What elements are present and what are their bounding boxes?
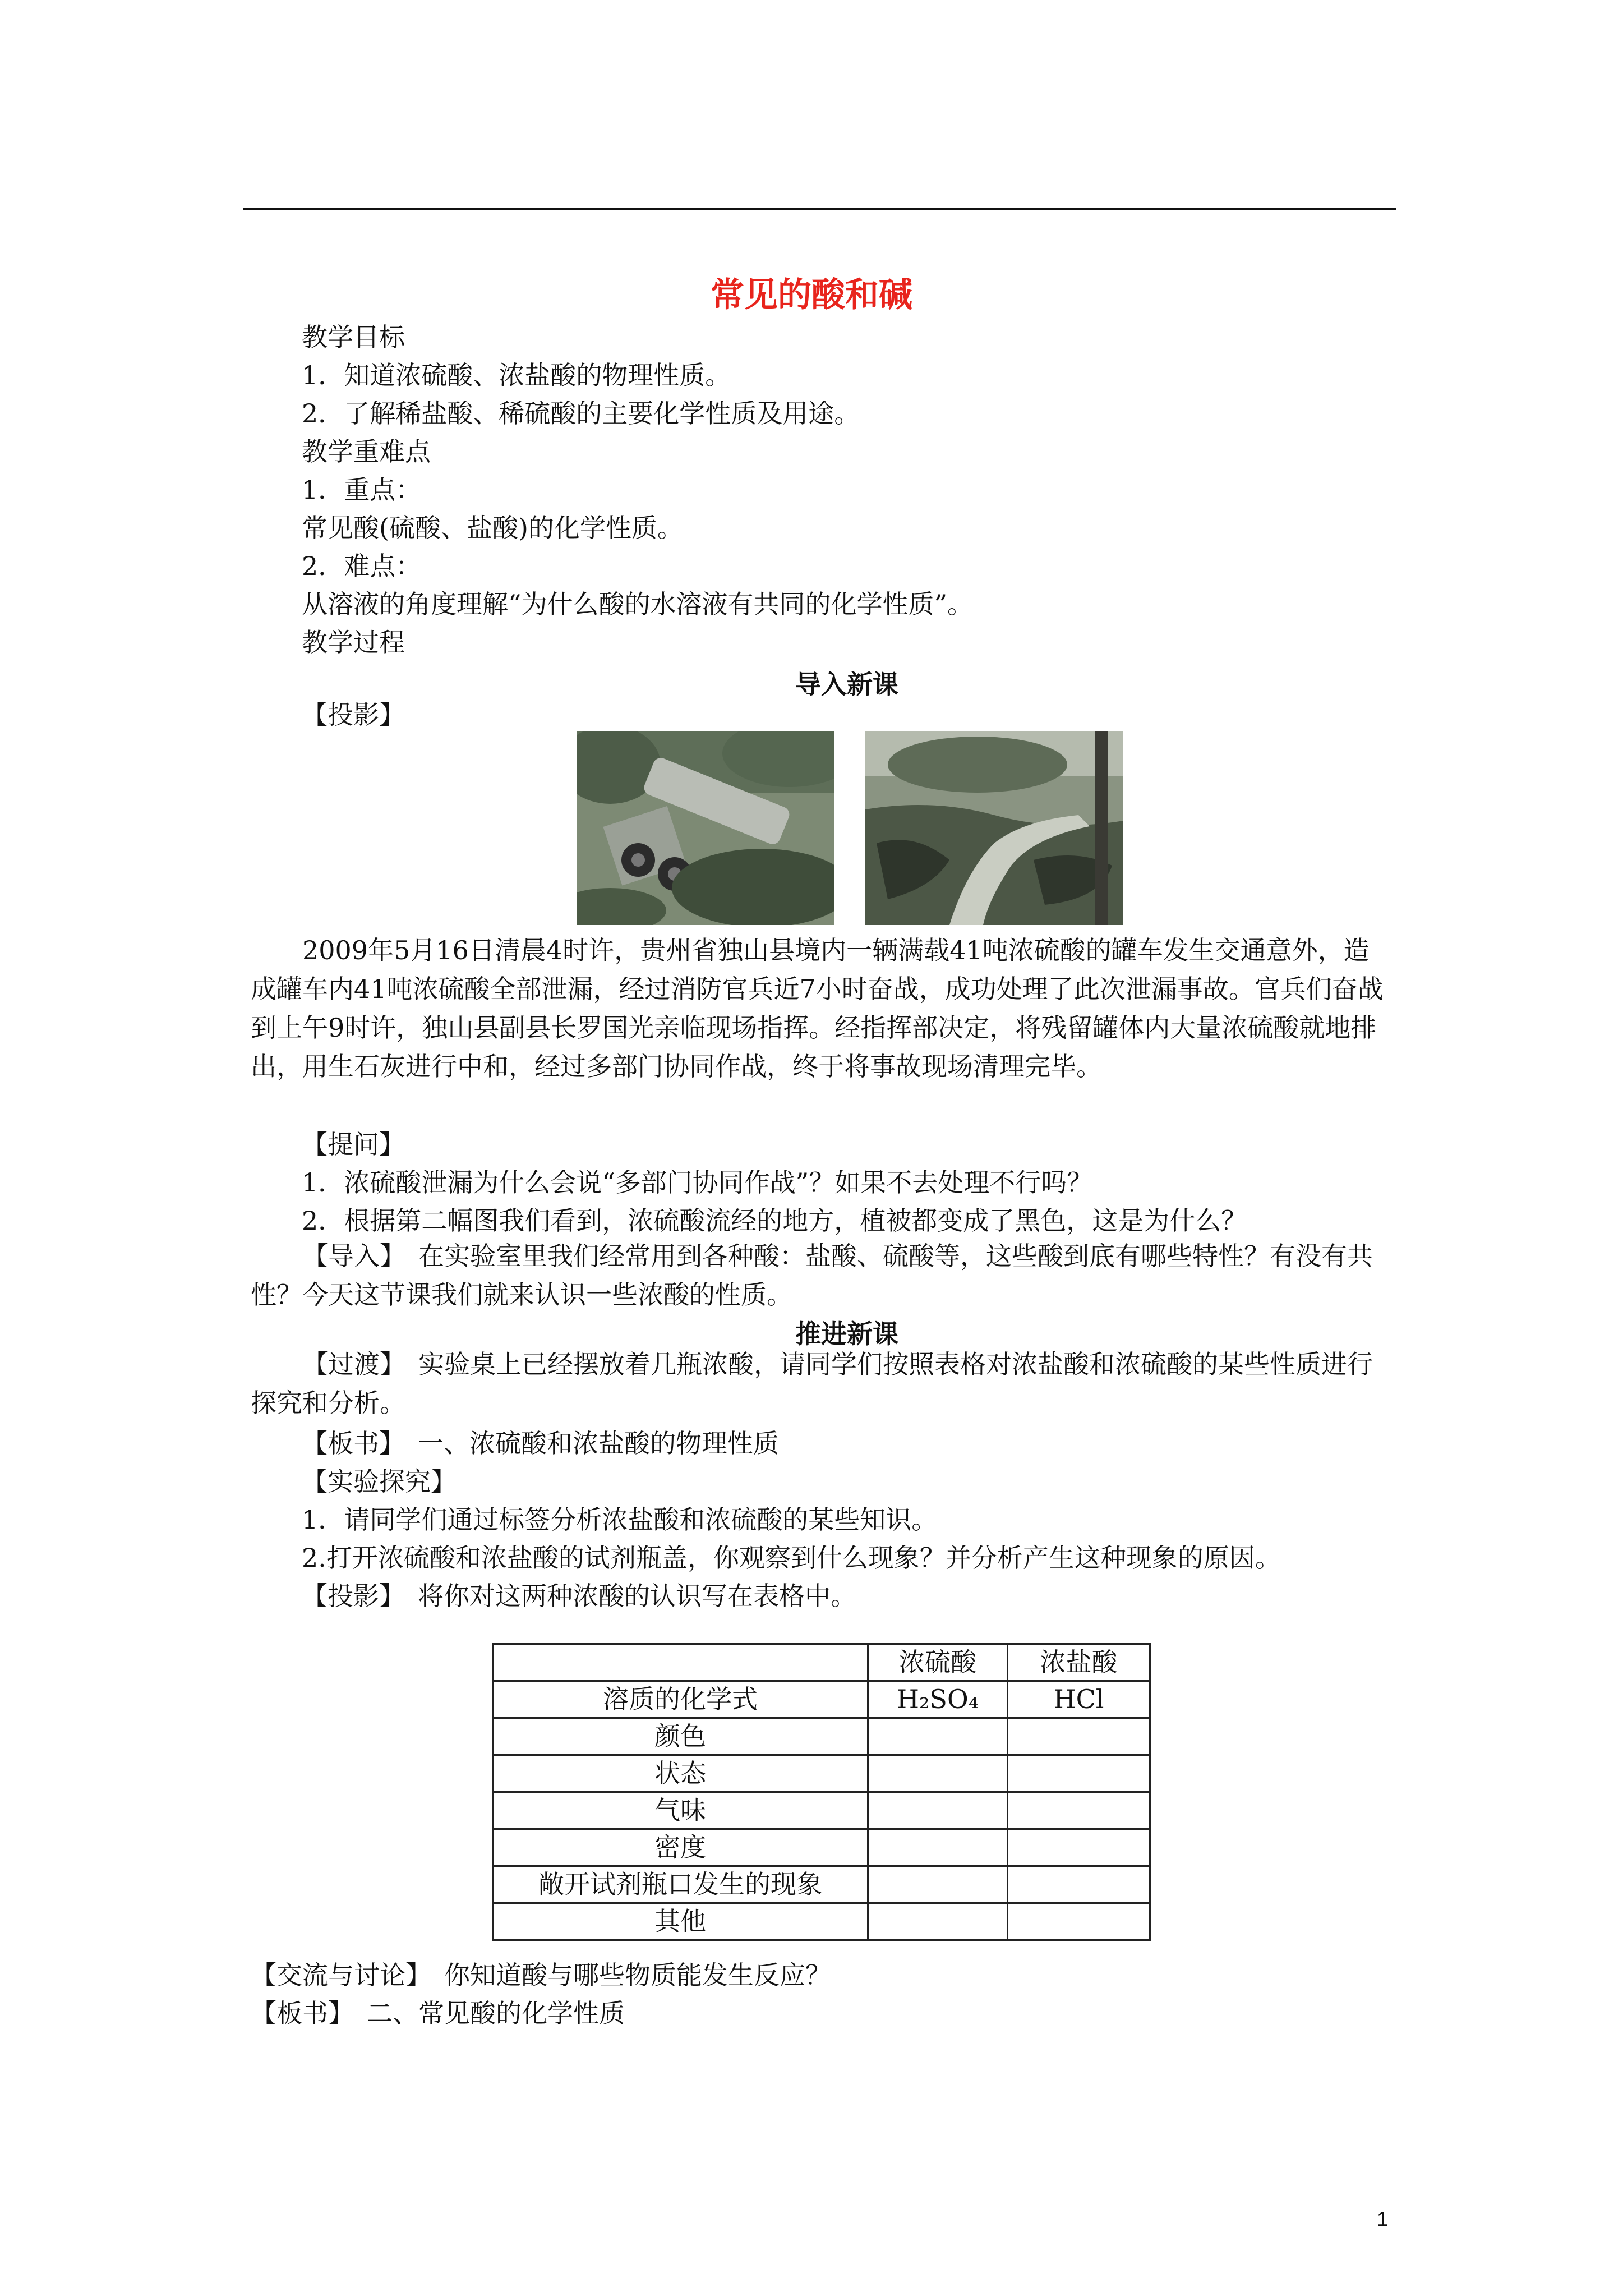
table-row	[493, 1829, 1150, 1866]
row-label: 密度	[493, 1829, 868, 1866]
process-heading: 教学过程	[302, 627, 405, 657]
table-cell	[868, 1829, 1008, 1866]
projection-line-2: 【投影】 将你对这两种浓酸的认识写在表格中。	[302, 1581, 856, 1611]
goals-heading: 教学目标	[302, 322, 405, 352]
key-text: 常见酸(硫酸、盐酸)的化学性质。	[302, 513, 683, 543]
header-rule	[243, 208, 1396, 210]
table-cell	[1008, 1829, 1150, 1866]
question-item: 1．浓硫酸泄漏为什么会说“多部门协同作战”？如果不去处理不行吗？	[302, 1167, 1093, 1198]
page-title: 常见的酸和碱	[711, 275, 912, 315]
goal-item: 2．了解稀盐酸、稀硫酸的主要化学性质及用途。	[302, 398, 860, 429]
table-cell	[1008, 1718, 1150, 1755]
row-label: 溶质的化学式	[493, 1681, 868, 1718]
table-row	[493, 1681, 1150, 1718]
table-cell	[868, 1866, 1008, 1903]
board-line-1: 【板书】 一、浓硫酸和浓盐酸的物理性质	[302, 1428, 779, 1458]
board-line-2: 【板书】 二、常见酸的化学性质	[251, 1998, 625, 2028]
table-cell	[1008, 1792, 1150, 1829]
table-header-cell	[493, 1644, 868, 1681]
difficulty-heading: 教学重难点	[302, 436, 431, 467]
table-cell	[868, 1718, 1008, 1755]
goal-item: 1．知道浓硫酸、浓盐酸的物理性质。	[302, 360, 731, 390]
table-cell	[868, 1792, 1008, 1829]
projection-label: 【投影】	[302, 700, 405, 730]
hard-text: 从溶液的角度理解“为什么酸的水溶液有共同的化学性质”。	[302, 589, 974, 619]
row-label: 其他	[493, 1903, 868, 1940]
table-row	[493, 1755, 1150, 1792]
section-heading-intro: 导入新课	[795, 669, 898, 700]
question-label: 【提问】	[302, 1129, 405, 1159]
row-label: 敞开试剂瓶口发生的现象	[493, 1866, 868, 1903]
table-cell: HCl	[1008, 1681, 1150, 1718]
table-cell	[868, 1755, 1008, 1792]
key-label: 1．重点：	[302, 475, 422, 505]
transition-paragraph: 【过渡】 实验桌上已经摆放着几瓶浓酸，请同学们按照表格对浓盐酸和浓硫酸的某些性质进行探究和分析。	[251, 1349, 1373, 1418]
question-item: 2．根据第二幅图我们看到，浓硫酸流经的地方，植被都变成了黑色，这是为什么？	[302, 1205, 1247, 1236]
table-row	[493, 1903, 1150, 1940]
experiment-label: 【实验探究】	[302, 1466, 457, 1497]
experiment-item: 2.打开浓硫酸和浓盐酸的试剂瓶盖，你观察到什么现象？并分析产生这种现象的原因。	[302, 1543, 1281, 1573]
experiment-item: 1．请同学们通过标签分析浓盐酸和浓硫酸的某些知识。	[302, 1504, 938, 1535]
table-cell	[1008, 1903, 1150, 1940]
discussion-line: 【交流与讨论】 你知道酸与哪些物质能发生反应？	[251, 1960, 831, 1990]
table-row	[493, 1866, 1150, 1903]
hard-label: 2．难点：	[302, 551, 422, 581]
intro-paragraph: 【导入】 在实验室里我们经常用到各种酸：盐酸、硫酸等，这些酸到底有哪些特性？有没有共性？今天这节课我们就来认识一些浓酸的性质。	[251, 1241, 1373, 1310]
table-header-cell: 浓盐酸	[1008, 1644, 1150, 1681]
tanker-accident-photo	[577, 731, 834, 925]
row-label: 气味	[493, 1792, 868, 1829]
table-row	[493, 1792, 1150, 1829]
table-cell	[868, 1903, 1008, 1940]
row-label: 状态	[493, 1755, 868, 1792]
story-paragraph: 2009年5月16日清晨4时许，贵州省独山县境内一辆满载41吨浓硫酸的罐车发生交通意外，造成罐车内41吨浓硫酸全部泄漏，经过消防官兵近7小时奋战，成功处理了此次泄漏事故。官兵们奋战到上午9时许，独山县副县长罗国光亲临现场指挥。经指挥部决定，将残留罐体内大量浓硫酸就地排出，用生石灰进行中和，经过多部门协同作战，终于将事故现场清理完毕。	[251, 935, 1384, 1082]
table-header-cell: 浓硫酸	[868, 1644, 1008, 1681]
table-header-row	[493, 1644, 1150, 1681]
row-label: 颜色	[493, 1718, 868, 1755]
table-cell: H₂SO₄	[868, 1681, 1008, 1718]
acid-properties-table	[492, 1643, 1151, 1941]
section-heading-new: 推进新课	[795, 1319, 898, 1349]
page-number: 1	[1377, 2207, 1389, 2230]
table-row	[493, 1718, 1150, 1755]
table-cell	[1008, 1755, 1150, 1792]
table-cell	[1008, 1866, 1150, 1903]
blackened-vegetation-photo	[865, 731, 1123, 925]
